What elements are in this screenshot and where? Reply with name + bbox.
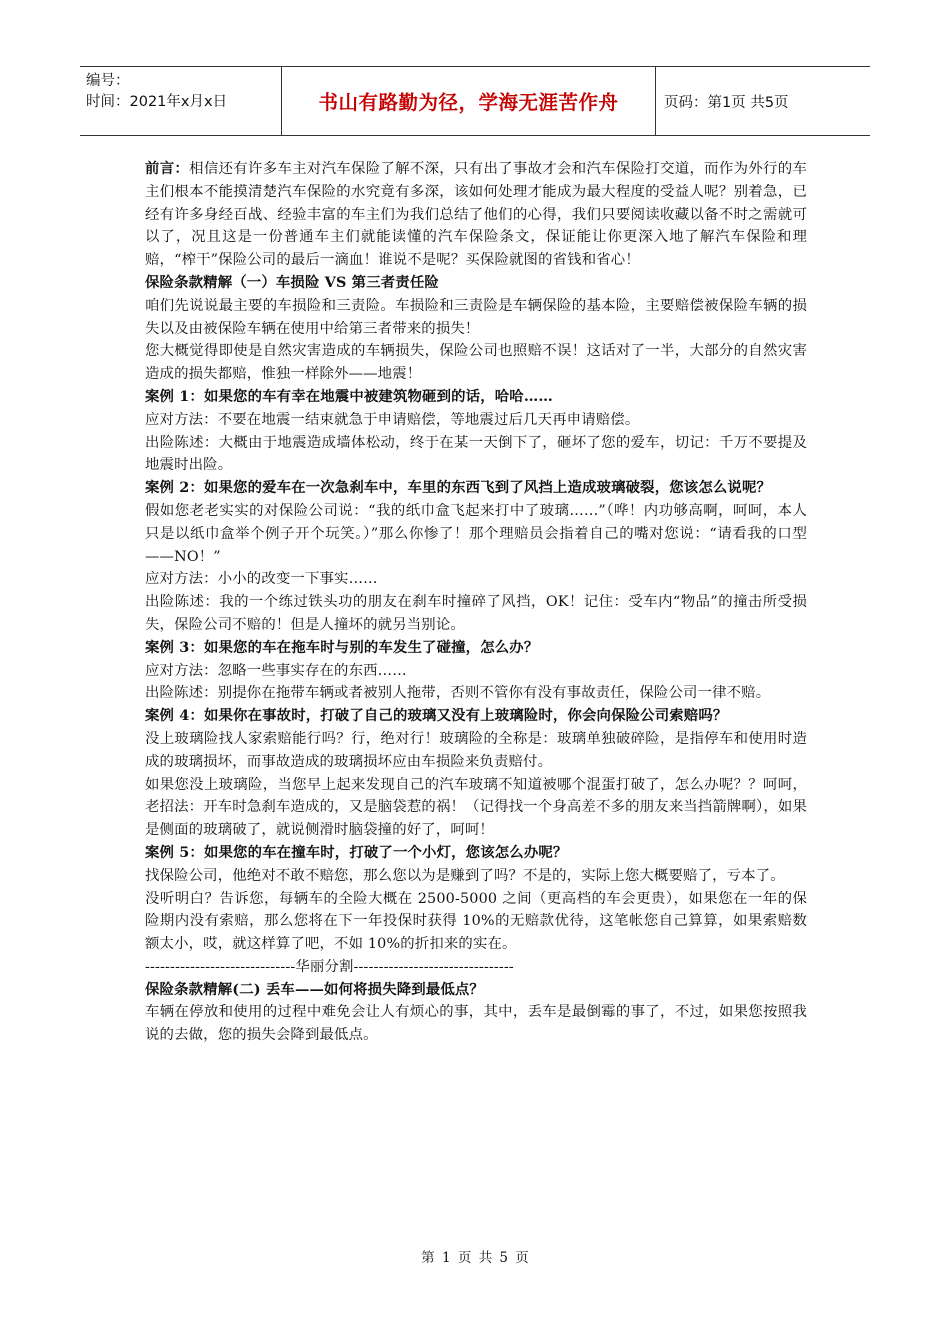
body-paragraph: 没听明白？告诉您，每辆车的全险大概在 2500-5000 之间（更高档的车会更贵），如果您在一年的保险期内没有索赔，那么您将在下一年投保时获得 10%的无赔款优待，这笔帐您自己算算，如果索赔数额太小，哎，就这样算了吧，不如 10%的折扣来的实在。: [145, 890, 807, 953]
case-heading: 案例 1：如果您的车有幸在地震中被建筑物砸到的话，哈哈……: [145, 387, 553, 405]
header-slogan: 书山有路勤为径，学海无涯苦作舟: [282, 67, 656, 135]
body-paragraph: 出险陈述：大概由于地震造成墙体松动，终于在某一天倒下了，砸坏了您的爱车，切记：千万不要提及地震时出险。: [145, 434, 807, 474]
body-paragraph: 找保险公司，他绝对不敢不赔您，那么您以为是赚到了吗？不是的，实际上您大概要赔了，亏本了。: [145, 867, 785, 884]
body-paragraph: 应对方法：小小的改变一下事实……: [145, 571, 378, 588]
document-time-label: 时间：2021年x月x日: [86, 94, 228, 110]
case-heading: 案例 5：如果您的车在撞车时，打破了一个小灯，您该怎么办呢？: [145, 843, 568, 861]
page-header: [80, 66, 870, 136]
section-divider: ------------------------------华丽分割--------------------------------: [145, 958, 514, 975]
body-paragraph: 车辆在停放和使用的过程中难免会让人有烦心的事，其中，丢车是最倒霉的事了，不过，如果您按照我说的去做，您的损失会降到最低点。: [145, 1004, 807, 1044]
body-paragraph: 出险陈述：我的一个练过铁头功的朋友在刹车时撞碎了风挡，OK！记住：受车内“物品”的撞击所受损失，保险公司不赔的！但是人撞坏的就另当别论。: [145, 594, 807, 633]
document-body: [145, 158, 807, 1047]
section-heading: 保险条款精解(二) 丢车——如何将损失降到最低点？: [145, 980, 484, 998]
case-heading: 案例 2：如果您的爱车在一次急刹车中，车里的东西飞到了风挡上造成玻璃破裂，您该怎么说呢？: [145, 479, 772, 497]
section-heading: 保险条款精解（一）车损险 VS 第三者责任险: [145, 273, 439, 291]
body-paragraph: 您大概觉得即使是自然灾害造成的车辆损失，保险公司也照赔不误！这话对了一半，大部分的自然灾害造成的损失都赔，惟独一样除外——地震！: [145, 343, 807, 383]
document-number-label: 编号：: [86, 73, 130, 89]
header-page-label: 页码：第1页 共5页: [664, 94, 789, 111]
preface-text: 相信还有许多车主对汽车保险了解不深，只有出了事故才会和汽车保险打交道，而作为外行的车主们根本不能摸清楚汽车保险的水究竟有多深，该如何处理才能成为最大程度的受益人呢？别着急，已经有许多身经百战、经验丰富的车主们为我们总结了他们的心得，我们只要阅读收藏以备不时之需就可以了，况且这是一份普通车主们就能读懂的汽车保险条文，保证能让你更深入地了解汽车保险和理赔，“榨干”保险公司的最后一滴血！谁说不是呢？买保险就图的省钱和省心！: [145, 161, 807, 269]
preface-paragraph: [145, 158, 807, 272]
body-paragraph: 应对方法：忽略一些事实存在的东西……: [145, 662, 407, 679]
body-paragraph: 应对方法：不要在地震一结束就急于申请赔偿，等地震过后几天再申请赔偿。: [145, 411, 640, 428]
case-heading: 案例 4：如果你在事故时，打破了自己的玻璃又没有上玻璃险时，你会向保险公司索赔吗？: [145, 707, 728, 725]
page-footer: 第 1 页 共 5 页: [421, 1250, 529, 1266]
body-paragraph: 咱们先说说最主要的车损险和三责险。车损险和三责险是车辆保险的基本险，主要赔偿被保险车辆的损失以及由被保险车辆在使用中给第三者带来的损失！: [145, 297, 807, 337]
body-paragraph: 假如您老老实实的对保险公司说：“我的纸巾盒飞起来打中了玻璃……”（哗！内功够高啊，呵呵，本人只是以纸巾盒举个例子开个玩笑。）”那么你惨了！那个理赔员会指着自己的嘴对您说：“请看我的口型——NO！”: [145, 502, 807, 565]
header-meta-cell: [80, 67, 282, 135]
body-paragraph: 如果您没上玻璃险，当您早上起来发现自己的汽车玻璃不知道被哪个混蛋打破了，怎么办呢？？呵呵，老招法：开车时急刹车造成的，又是脑袋惹的祸！（记得找一个身高差不多的朋友来当挡箭牌啊），如果是侧面的玻璃破了，就说侧滑时脑袋撞的好了，呵呵！: [145, 776, 807, 839]
body-paragraph: 没上玻璃险找人家索赔能行吗？行，绝对行！玻璃险的全称是：玻璃单独破碎险，是指停车和使用时造成的玻璃损坏，而事故造成的玻璃损坏应由车损险来负责赔付。: [145, 730, 807, 770]
case-heading: 案例 3：如果您的车在拖车时与别的车发生了碰撞，怎么办？: [145, 638, 539, 656]
preface-lead: 前言：: [145, 160, 190, 177]
body-paragraph: 出险陈述：别提你在拖带车辆或者被别人拖带，否则不管你有没有事故责任，保险公司一律不赔。: [145, 685, 771, 702]
